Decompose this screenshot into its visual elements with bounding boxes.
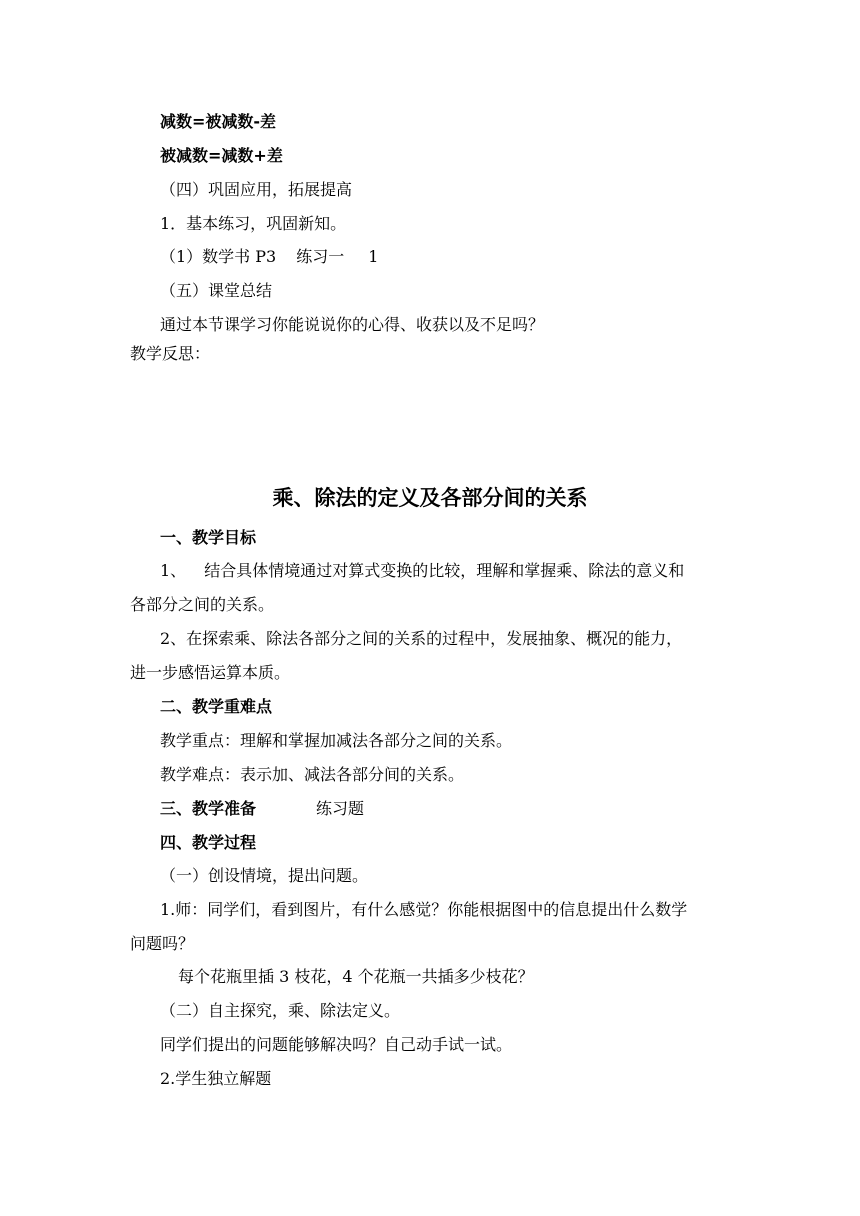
textbook-ref: （1）数学书 P3 <box>160 247 277 266</box>
word-problem: 每个花瓶里插 3 枝花，4 个花瓶一共插多少枝花？ <box>178 967 534 986</box>
section-four-heading: （四）巩固应用，拓展提高 <box>160 180 353 199</box>
goal-two-line-2: 进一步感悟运算本质。 <box>130 663 291 682</box>
step-two-item: 2.学生独立解题 <box>160 1069 272 1088</box>
textbook-exercise-line <box>160 247 378 267</box>
reflection-label: 教学反思： <box>130 344 211 363</box>
formula-subtrahend: 减数=被减数-差 <box>160 112 277 131</box>
goal-one-number: 1、 <box>160 561 187 580</box>
teacher-question-line-1: 1.师：同学们，看到图片，有什么感觉？你能根据图中的信息提出什么数学 <box>160 900 688 919</box>
key-point-text: 教学重点：理解和掌握加减法各部分之间的关系。 <box>160 731 513 750</box>
step-two-text: 同学们提出的问题能够解决吗？自己动手试一试。 <box>160 1035 513 1054</box>
section-heading-preparation: 三、教学准备 <box>160 799 257 818</box>
lesson-title: 乘、除法的定义及各部分间的关系 <box>272 486 588 510</box>
exercise-number: 1 <box>368 247 379 266</box>
basic-practice-item: 1．基本练习，巩固新知。 <box>160 214 347 233</box>
step-one-heading: （一）创设情境，提出问题。 <box>160 866 369 885</box>
step-two-heading: （二）自主探究，乘、除法定义。 <box>160 1001 401 1020</box>
exercise-ref: 练习一 <box>296 247 345 266</box>
section-heading-key-points: 二、教学重难点 <box>160 697 273 716</box>
goal-two-line-1: 2、在探索乘、除法各部分之间的关系的过程中，发展抽象、概况的能力， <box>160 629 683 648</box>
section-heading-process: 四、教学过程 <box>160 833 257 852</box>
summary-question: 通过本节课学习你能说说你的心得、收获以及不足吗？ <box>160 315 545 334</box>
preparation-line <box>160 799 364 819</box>
section-heading-goals: 一、教学目标 <box>160 528 257 547</box>
preparation-text: 练习题 <box>316 799 365 818</box>
section-five-heading: （五）课堂总结 <box>160 281 273 300</box>
goal-one-text: 结合具体情境通过对算式变换的比较，理解和掌握乘、除法的意义和 <box>204 561 685 580</box>
goal-one-line-1 <box>160 561 684 581</box>
goal-one-line-2: 各部分之间的关系。 <box>130 595 275 614</box>
formula-minuend: 被减数=减数+差 <box>160 146 283 165</box>
difficulty-text: 教学难点：表示加、减法各部分间的关系。 <box>160 765 465 784</box>
teacher-question-line-2: 问题吗？ <box>130 934 195 953</box>
